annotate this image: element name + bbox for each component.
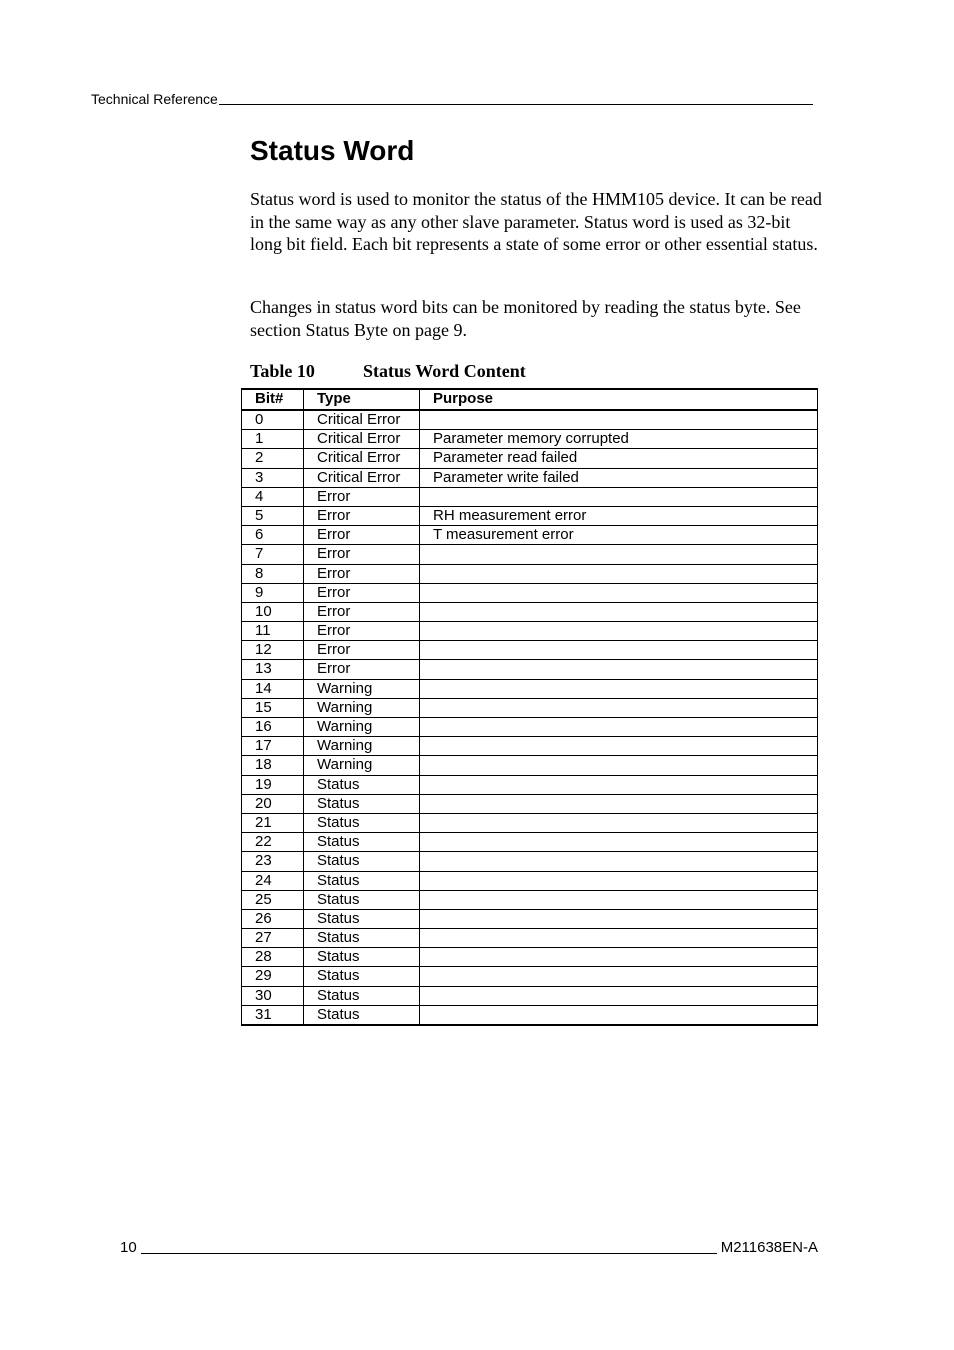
cell-type: Error xyxy=(304,622,420,641)
cell-type: Status xyxy=(304,929,420,948)
cell-type: Status xyxy=(304,775,420,794)
cell-type: Warning xyxy=(304,737,420,756)
footer-rule xyxy=(141,1253,717,1254)
cell-purpose xyxy=(420,602,818,621)
cell-bit: 17 xyxy=(242,737,304,756)
column-header-type: Type xyxy=(304,389,420,410)
cell-type: Critical Error xyxy=(304,449,420,468)
table-row xyxy=(242,775,818,794)
table-row xyxy=(242,890,818,909)
cell-type: Error xyxy=(304,602,420,621)
cell-bit: 21 xyxy=(242,813,304,832)
cell-bit: 16 xyxy=(242,718,304,737)
cell-bit: 4 xyxy=(242,487,304,506)
cell-purpose xyxy=(420,986,818,1005)
cell-type: Status xyxy=(304,890,420,909)
table-row xyxy=(242,679,818,698)
cell-bit: 0 xyxy=(242,410,304,430)
table-row xyxy=(242,564,818,583)
cell-type: Status xyxy=(304,871,420,890)
table-row xyxy=(242,929,818,948)
cell-type: Status xyxy=(304,813,420,832)
cell-bit: 15 xyxy=(242,698,304,717)
paragraph-intro: Status word is used to monitor the status of the HMM105 device. It can be read in the same way as any other slave parameter. Status word is used as 32-bit long bit field. Each bit represents a state of some error or other essential status. xyxy=(250,189,822,254)
cell-bit: 7 xyxy=(242,545,304,564)
table-row xyxy=(242,794,818,813)
status-word-table xyxy=(241,388,818,1026)
cell-type: Error xyxy=(304,545,420,564)
cell-purpose xyxy=(420,410,818,430)
cell-bit: 29 xyxy=(242,967,304,986)
page-number: 10 xyxy=(120,1239,137,1256)
cell-bit: 23 xyxy=(242,852,304,871)
cell-bit: 6 xyxy=(242,526,304,545)
page-footer xyxy=(120,1239,818,1257)
cell-purpose xyxy=(420,890,818,909)
table-title: Status Word Content xyxy=(363,361,526,381)
cell-bit: 30 xyxy=(242,986,304,1005)
table-row xyxy=(242,583,818,602)
cell-type: Warning xyxy=(304,698,420,717)
page-header xyxy=(91,90,813,108)
column-header-purpose: Purpose xyxy=(420,389,818,410)
table-row xyxy=(242,967,818,986)
cell-bit: 13 xyxy=(242,660,304,679)
cell-purpose xyxy=(420,794,818,813)
cell-purpose xyxy=(420,487,818,506)
cell-bit: 11 xyxy=(242,622,304,641)
cell-bit: 1 xyxy=(242,430,304,449)
cell-type: Error xyxy=(304,641,420,660)
table-body xyxy=(242,410,818,1025)
cell-purpose: Parameter memory corrupted xyxy=(420,430,818,449)
cell-type: Status xyxy=(304,909,420,928)
cell-bit: 12 xyxy=(242,641,304,660)
table-row xyxy=(242,948,818,967)
table-row xyxy=(242,449,818,468)
cell-purpose xyxy=(420,698,818,717)
cell-bit: 5 xyxy=(242,506,304,525)
cell-bit: 10 xyxy=(242,602,304,621)
cell-purpose: RH measurement error xyxy=(420,506,818,525)
cell-type: Status xyxy=(304,1005,420,1025)
cell-purpose xyxy=(420,660,818,679)
cell-purpose xyxy=(420,909,818,928)
cell-type: Error xyxy=(304,487,420,506)
cell-bit: 8 xyxy=(242,564,304,583)
table-row xyxy=(242,852,818,871)
cell-purpose: Parameter read failed xyxy=(420,449,818,468)
cell-type: Status xyxy=(304,948,420,967)
cell-type: Error xyxy=(304,583,420,602)
cell-purpose xyxy=(420,852,818,871)
table-row xyxy=(242,698,818,717)
cell-type: Status xyxy=(304,833,420,852)
cell-purpose xyxy=(420,948,818,967)
table-header-row xyxy=(242,389,818,410)
cell-bit: 31 xyxy=(242,1005,304,1025)
table-row xyxy=(242,545,818,564)
cell-bit: 3 xyxy=(242,468,304,487)
cell-bit: 27 xyxy=(242,929,304,948)
table-row xyxy=(242,622,818,641)
cell-type: Error xyxy=(304,506,420,525)
paragraph-changes: Changes in status word bits can be monitored by reading the status byte. See section Status Byte on page 9. xyxy=(250,297,801,340)
table-row xyxy=(242,737,818,756)
cell-bit: 22 xyxy=(242,833,304,852)
cell-purpose xyxy=(420,718,818,737)
table-row xyxy=(242,833,818,852)
cell-type: Status xyxy=(304,986,420,1005)
document-code: M211638EN-A xyxy=(720,1239,818,1256)
cell-type: Warning xyxy=(304,756,420,775)
table-row xyxy=(242,602,818,621)
cell-bit: 2 xyxy=(242,449,304,468)
cell-purpose xyxy=(420,737,818,756)
table-row xyxy=(242,909,818,928)
cell-purpose xyxy=(420,871,818,890)
table-row xyxy=(242,813,818,832)
cell-bit: 19 xyxy=(242,775,304,794)
cell-purpose: T measurement error xyxy=(420,526,818,545)
cell-purpose: Parameter write failed xyxy=(420,468,818,487)
table-row xyxy=(242,871,818,890)
cell-type: Critical Error xyxy=(304,468,420,487)
cell-bit: 20 xyxy=(242,794,304,813)
cell-type: Status xyxy=(304,967,420,986)
cell-bit: 28 xyxy=(242,948,304,967)
table-label: Table 10 xyxy=(250,361,315,381)
cell-type: Status xyxy=(304,794,420,813)
cell-purpose xyxy=(420,929,818,948)
cell-purpose xyxy=(420,679,818,698)
cell-purpose xyxy=(420,967,818,986)
table-row xyxy=(242,410,818,430)
cell-purpose xyxy=(420,756,818,775)
cell-bit: 25 xyxy=(242,890,304,909)
cell-bit: 26 xyxy=(242,909,304,928)
table-caption xyxy=(250,360,526,382)
cell-purpose xyxy=(420,813,818,832)
table-row xyxy=(242,487,818,506)
table-row xyxy=(242,506,818,525)
table-row xyxy=(242,756,818,775)
cell-bit: 9 xyxy=(242,583,304,602)
cell-purpose xyxy=(420,583,818,602)
cell-bit: 24 xyxy=(242,871,304,890)
cell-purpose xyxy=(420,641,818,660)
cell-purpose xyxy=(420,545,818,564)
cell-purpose xyxy=(420,775,818,794)
table-row xyxy=(242,526,818,545)
header-section-title: Technical Reference xyxy=(91,91,218,107)
cell-bit: 18 xyxy=(242,756,304,775)
table-row xyxy=(242,718,818,737)
cell-type: Warning xyxy=(304,718,420,737)
cell-purpose xyxy=(420,1005,818,1025)
cell-purpose xyxy=(420,833,818,852)
cell-type: Error xyxy=(304,526,420,545)
cell-type: Error xyxy=(304,660,420,679)
table-row xyxy=(242,986,818,1005)
column-header-bit: Bit# xyxy=(242,389,304,410)
table-row xyxy=(242,660,818,679)
cell-type: Warning xyxy=(304,679,420,698)
cell-type: Critical Error xyxy=(304,410,420,430)
table-row xyxy=(242,1005,818,1025)
cell-purpose xyxy=(420,622,818,641)
cell-type: Status xyxy=(304,852,420,871)
header-rule xyxy=(219,104,813,105)
cell-purpose xyxy=(420,564,818,583)
cell-bit: 14 xyxy=(242,679,304,698)
table-row xyxy=(242,430,818,449)
table-row xyxy=(242,468,818,487)
table-row xyxy=(242,641,818,660)
cell-type: Critical Error xyxy=(304,430,420,449)
page-title: Status Word xyxy=(250,135,415,166)
cell-type: Error xyxy=(304,564,420,583)
